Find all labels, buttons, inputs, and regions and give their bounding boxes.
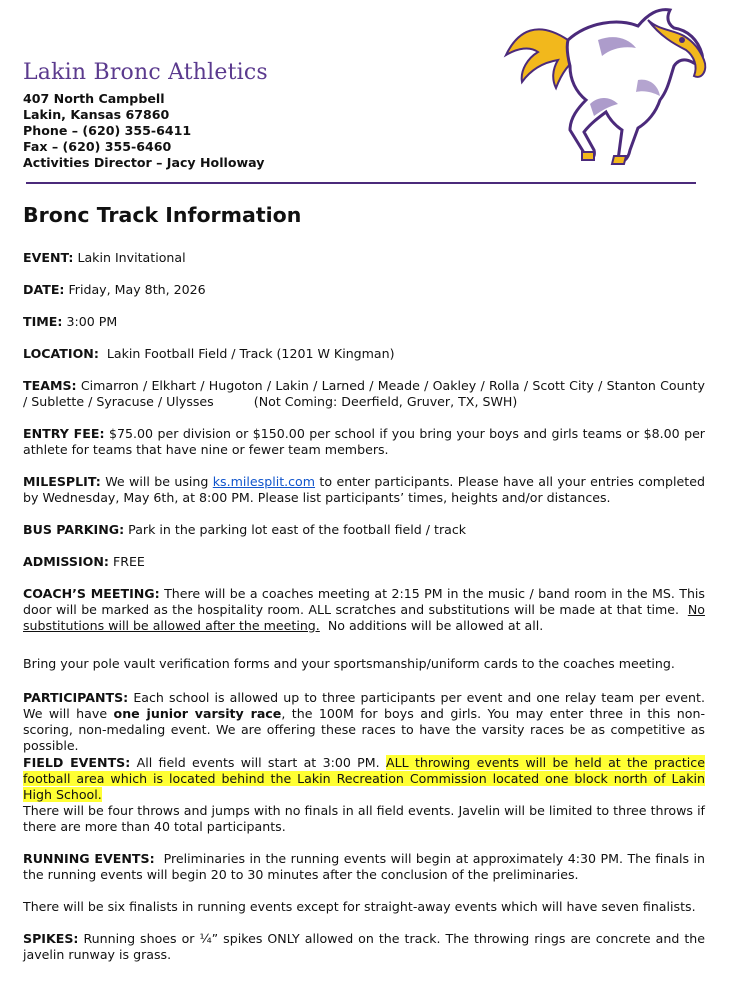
coaches-meeting-section xyxy=(23,586,705,634)
location-label: LOCATION: xyxy=(23,346,99,361)
bus-parking-label: BUS PARKING: xyxy=(23,522,125,537)
event-label: EVENT: xyxy=(23,250,74,265)
participants-text-post: , the 100M for boys and girls. You may enter three in this non-scoring, non-medaling event. We are offering these races to have the varsity races be as competitive as possible. xyxy=(23,706,705,753)
running-events-label: RUNNING EVENTS: xyxy=(23,851,155,866)
entry-fee-section xyxy=(23,426,705,458)
organization-name: Lakin Bronc Athletics xyxy=(23,60,268,85)
admission-section xyxy=(23,554,705,570)
participants-section xyxy=(23,690,705,754)
header-divider xyxy=(26,182,696,184)
event-value: Lakin Invitational xyxy=(77,250,186,265)
spikes-section xyxy=(23,931,705,963)
spikes-text: Running shoes or ¼” spikes ONLY allowed on the track. The throwing rings are concrete and the javelin runway is grass. xyxy=(23,931,705,962)
milesplit-text-pre: We will be using xyxy=(105,474,209,489)
bus-parking-section xyxy=(23,522,705,538)
milesplit-section xyxy=(23,474,705,506)
date-label: DATE: xyxy=(23,282,65,297)
no-substitutions-notice: No substitutions will be allowed after the meeting. xyxy=(23,602,705,633)
field-events-section xyxy=(23,755,705,803)
coaches-meeting-label: COACH’S MEETING: xyxy=(23,586,160,601)
finalists-note: There will be six finalists in running events except for straight-away events which will have seven finalists. xyxy=(23,899,696,914)
field-events-label: FIELD EVENTS: xyxy=(23,755,131,770)
teams-not-coming: (Not Coming: Deerfield, Gruver, TX, SWH) xyxy=(253,394,518,409)
participants-text-pre: Each school is allowed up to three participants per event and one relay team per event. We will have xyxy=(23,690,705,721)
running-events-text: Preliminaries in the running events will begin at approximately 4:30 PM. The finals in the running events will begin 20 to 30 minutes after the conclusion of the preliminaries. xyxy=(23,851,705,882)
forms-note-section xyxy=(23,656,705,672)
junior-varsity-race: one junior varsity race xyxy=(113,706,282,721)
milesplit-link[interactable]: ks.milesplit.com xyxy=(212,474,316,489)
contact-block xyxy=(23,91,264,171)
forms-note: Bring your pole vault verification forms and your sportsmanship/uniform cards to the coaches meeting. xyxy=(23,656,675,671)
entry-fee-label: ENTRY FEE: xyxy=(23,426,105,441)
participants-label: PARTICIPANTS: xyxy=(23,690,129,705)
fax-number: Fax – (620) 355-6460 xyxy=(23,139,172,154)
address-line-1: 407 North Campbell xyxy=(23,91,165,106)
milesplit-text-post: to enter participants. Please have all your entries completed by Wednesday, May 6th, at 8:00 PM. Please list participants’ times, heights and/or distances. xyxy=(23,474,705,505)
field-events-text: All field events will start at 3:00 PM. xyxy=(136,755,380,770)
time-section xyxy=(23,314,705,330)
bronco-horse-logo-icon xyxy=(498,0,713,170)
date-section xyxy=(23,282,705,298)
location-value: Lakin Football Field / Track (1201 W Kingman) xyxy=(106,346,395,361)
admission-value: FREE xyxy=(112,554,145,569)
finalists-note-section xyxy=(23,899,705,915)
location-section xyxy=(23,346,705,362)
milesplit-label: MILESPLIT: xyxy=(23,474,101,489)
entry-fee-value: $75.00 per division or $150.00 per school if you bring your boys and girls teams or $8.00 per athlete for teams that have nine or fewer team members. xyxy=(23,426,705,457)
time-label: TIME: xyxy=(23,314,63,329)
teams-list: Cimarron / Elkhart / Hugoton / Lakin / Larned / Meade / Oakley / Rolla / Scott City / Stanton County / Sublette / Syracuse / Ulysses xyxy=(23,378,705,409)
phone-number: Phone – (620) 355-6411 xyxy=(23,123,192,138)
address-line-2: Lakin, Kansas 67860 xyxy=(23,107,170,122)
activities-director: Activities Director – Jacy Holloway xyxy=(23,155,265,170)
date-value: Friday, May 8th, 2026 xyxy=(68,282,206,297)
throws-note: There will be four throws and jumps with no finals in all field events. Javelin will be limited to three throws if there are more than 40 total participants. xyxy=(23,803,705,834)
throws-note-section xyxy=(23,803,705,835)
admission-label: ADMISSION: xyxy=(23,554,109,569)
document-title: Bronc Track Information xyxy=(23,203,302,227)
teams-label: TEAMS: xyxy=(23,378,77,393)
no-additions-notice: No additions will be allowed at all. xyxy=(327,618,544,633)
time-value: 3:00 PM xyxy=(66,314,118,329)
throwing-location-highlight: ALL throwing events will be held at the practice football area which is located behind the Lakin Recreation Commission located one block north of Lakin High School. xyxy=(23,755,705,802)
running-events-section xyxy=(23,851,705,883)
coaches-meeting-text: There will be a coaches meeting at 2:15 PM in the music / band room in the MS. This door will be marked as the hospitality room. ALL scratches and substitutions will be made at that time. xyxy=(23,586,705,617)
spikes-label: SPIKES: xyxy=(23,931,79,946)
teams-section xyxy=(23,378,705,410)
event-section xyxy=(23,250,705,266)
bus-parking-value: Park in the parking lot east of the football field / track xyxy=(128,522,467,537)
